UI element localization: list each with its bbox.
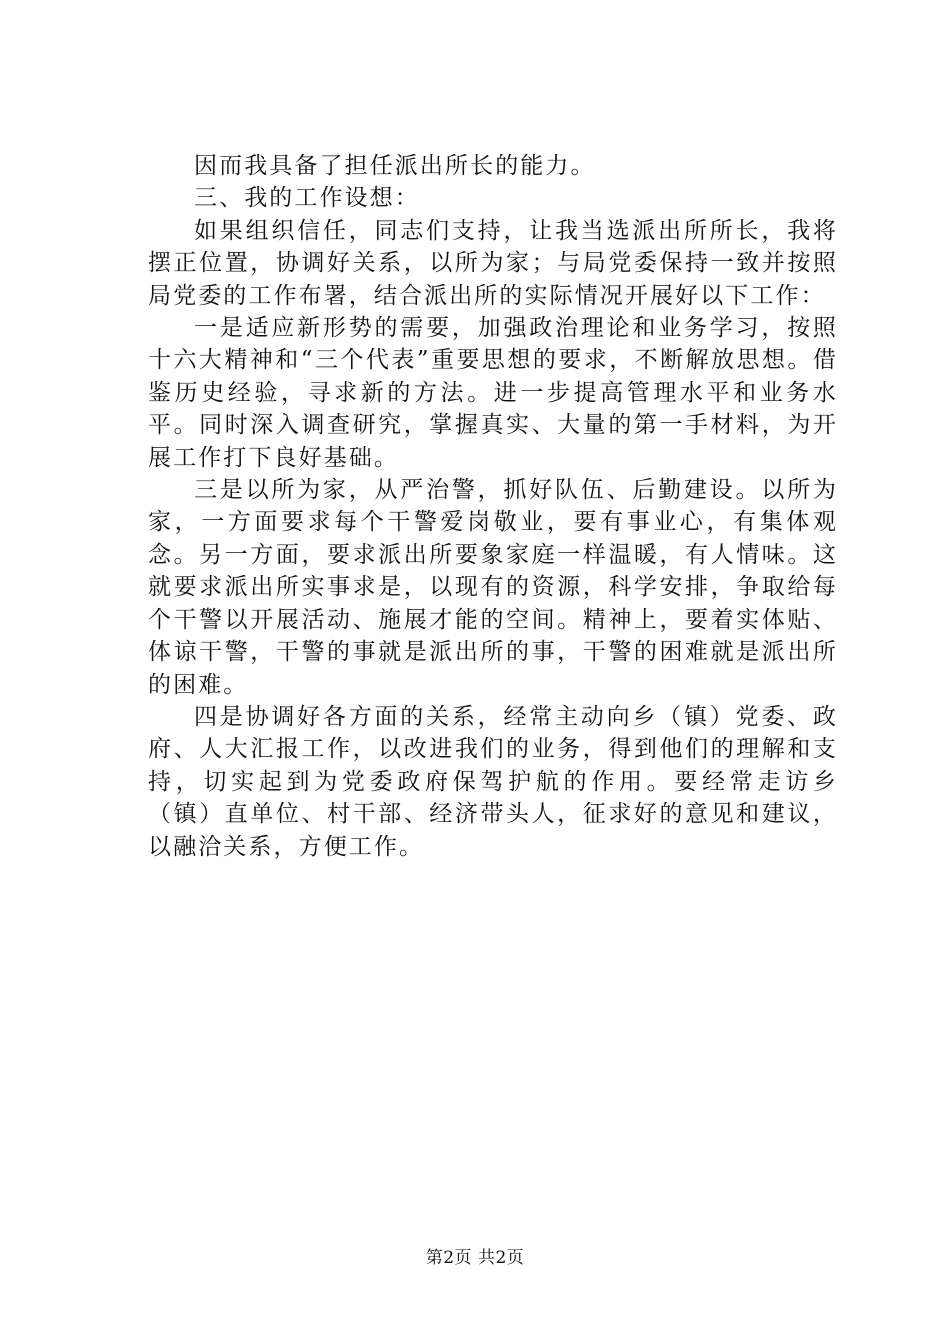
paragraph-point-three: 三是以所为家，从严治警，抓好队伍、后勤建设。以所为家，一方面要求每个干警爱岗敬业，要有事业心，有集体观念。另一方面，要求派出所要象家庭一样温暖，有人情味。这就要求派出所实事求是，以现有的资源，科学安排，争取给每个干警以开展活动、施展才能的空间。精神上，要着实体贴、体谅干警，干警的事就是派出所的事，干警的困难就是派出所的困难。: [148, 477, 838, 698]
paragraph-intro-commitment: 如果组织信任，同志们支持，让我当选派出所所长，我将摆正位置，协调好关系，以所为家；与局党委保持一致并按照局党委的工作布署，结合派出所的实际情况开展好以下工作：: [148, 217, 838, 309]
paragraph-point-one: 一是适应新形势的需要，加强政治理论和业务学习，按照十六大精神和“三个代表”重要思想的要求，不断解放思想。借鉴历史经验，寻求新的方法。进一步提高管理水平和业务水平。同时深入调查研究，掌握真实、大量的第一手材料，为开展工作打下良好基础。: [148, 315, 838, 471]
document-body: [148, 150, 838, 863]
paragraph-point-four: 四是协调好各方面的关系，经常主动向乡（镇）党委、政府、人大汇报工作，以改进我们的业务，得到他们的理解和支持，切实起到为党委政府保驾护航的作用。要经常走访乡（镇）直单位、村干部、经济带头人，征求好的意见和建议，以融洽关系，方便工作。: [148, 703, 838, 860]
paragraph-ability-conclusion: 因而我具备了担任派出所长的能力。: [194, 153, 596, 179]
page-footer: 第2页 共2页: [425, 1248, 525, 1268]
section-heading-work-plan: 三、我的工作设想：: [194, 185, 420, 212]
